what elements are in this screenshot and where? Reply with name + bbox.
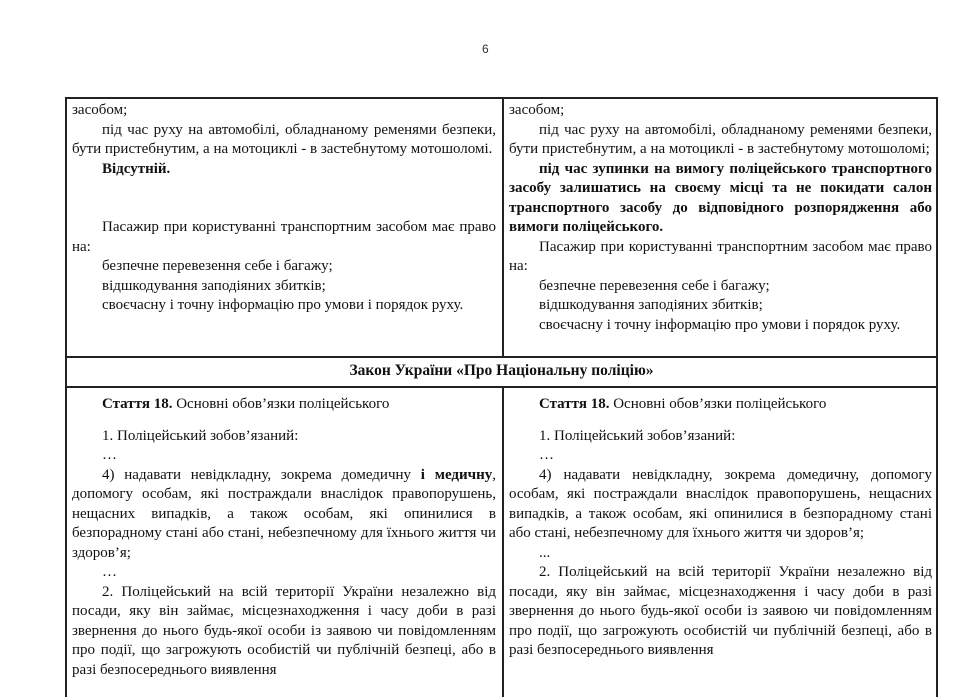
article-heading	[72, 395, 496, 415]
ellipsis: ...	[539, 544, 551, 561]
added-provision: під час зупинки на вимогу поліцейського транспортного засобу залишатись на своєму місці та не покидати салон транспортного засобу до відповідного розпорядження або вимоги поліцейського.	[509, 160, 932, 235]
cell-proposed-text-top	[509, 101, 932, 335]
list-item: своєчасну і точну інформацію про умови і порядок руху.	[102, 297, 464, 313]
text-paragraph: під час руху на автомобілі, обладнаному ременями безпеки, бути пристебнутим, а на мотоциклі - в застебнутому мотошоломі.	[72, 121, 496, 157]
cell-current-text-top	[72, 101, 496, 316]
page-number: 6	[482, 42, 489, 56]
article-heading	[509, 395, 932, 415]
section-heading: Закон України «Про Національну поліцію»	[349, 362, 654, 379]
table-border-right	[936, 97, 938, 697]
list-item: відшкодування заподіяних збитків;	[539, 297, 763, 313]
table-border-left	[65, 97, 67, 697]
article-title: Основні обов’язки поліцейського	[172, 396, 390, 412]
text-paragraph: під час руху на автомобілі, обладнаному ременями безпеки, бути пристебнутим, а на мотоциклі - в застебнутому мотошоломі;	[509, 121, 932, 157]
cell-current-text-bottom	[72, 395, 496, 680]
text-paragraph: 1. Поліцейський зобов’язаний:	[102, 427, 299, 444]
ellipsis: …	[102, 447, 117, 463]
item4-start: 4) надавати невідкладну, зокрема домедичну	[102, 466, 421, 483]
ellipsis: …	[102, 564, 117, 580]
article-label: Стаття 18.	[539, 396, 610, 412]
text-paragraph: Пасажир при користуванні транспортним засобом має право на:	[72, 219, 496, 255]
list-item: безпечне перевезення себе і багажу;	[539, 277, 770, 294]
comparison-table	[65, 97, 938, 697]
text-line: засобом;	[509, 102, 565, 118]
text-paragraph: 1. Поліцейський зобов’язаний:	[539, 427, 736, 444]
text-line: засобом;	[72, 102, 128, 118]
item4-end: , допомогу особам, які постраждали внаслідок правопорушень, нещасних випадків, а також особам, які опинилися в безпорадному стані або стані, небезпечному для їхнього життя чи здоров’я;	[72, 466, 496, 561]
list-item: безпечне перевезення себе і багажу;	[102, 258, 333, 274]
column-divider-top	[502, 97, 504, 356]
ellipsis: …	[539, 447, 554, 463]
list-item: відшкодування заподіяних збитків;	[102, 277, 326, 294]
column-divider-bottom	[502, 386, 504, 697]
article-label: Стаття 18.	[102, 396, 173, 412]
text-paragraph	[72, 466, 496, 564]
article-title: Основні обов’язки поліцейського	[609, 396, 827, 412]
text-paragraph: 4) надавати невідкладну, зокрема домедичну, допомогу особам, які постраждали внаслідок правопорушень, нещасних випадків, а також особам, які опинилися в безпорадному стані або стані, небезпечному для їхнього життя чи здоров’я;	[509, 466, 932, 541]
text-paragraph: 2. Поліцейський на всій території України незалежно від посади, яку він займає, місцезнаходження і часу доби в разі звернення до нього будь-якої особи із заявою чи повідомленням про події, що загрожують особистій чи публічній безпеці, або в разі безпосереднього виявлення	[509, 564, 932, 658]
item4-bold: і медичну	[420, 466, 493, 483]
text-paragraph: 2. Поліцейський на всій території України незалежно від посади, яку він займає, місцезнаходження і часу доби в разі звернення до нього будь-якої особи із заявою чи повідомленням про події, що загрожують особистій чи публічній безпеці, або в разі безпосереднього виявлення	[72, 583, 496, 678]
cell-proposed-text-bottom	[509, 395, 932, 661]
text-paragraph: Пасажир при користуванні транспортним засобом має право на:	[509, 238, 932, 274]
list-item: своєчасну і точну інформацію про умови і порядок руху.	[539, 316, 901, 333]
absent-note: Відсутній.	[102, 160, 171, 177]
